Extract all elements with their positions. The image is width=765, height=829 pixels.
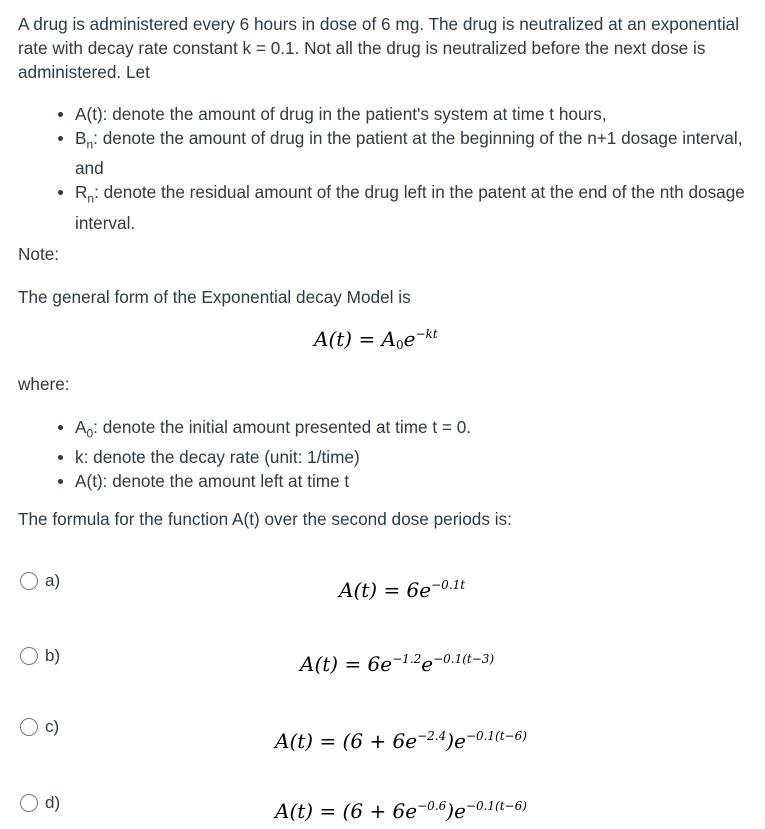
note-label: Note: bbox=[18, 244, 60, 264]
definition-b-n: $B_n$: denote the amount of drug in the patient at the beginning of the n+1 dosage interval, and bbox=[58, 126, 748, 180]
radio-option-d[interactable] bbox=[20, 794, 38, 812]
model-formula: $A(t) = A_0e^{-kt}$ bbox=[314, 327, 438, 352]
option-d[interactable]: d) bbox=[20, 791, 60, 815]
definition-a-t: A(t): denote the amount of drug in the patient's system at time t hours, bbox=[58, 102, 748, 126]
where-a0: $A_0$: denote the initial amount presented at time t = 0. bbox=[58, 415, 748, 445]
radio-option-c[interactable] bbox=[20, 718, 38, 736]
option-b-formula: $A(t) = 6e^{-1.2}e^{-0.1(t-3)}$ bbox=[300, 652, 495, 676]
question-intro: A drug is administered every 6 hours in dose of 6 mg. The drug is neutralized at an exponential rate with decay rate constant k = 0.1. Not all the drug is neutralized before the next dose is administered. Let bbox=[18, 14, 740, 82]
model-intro: The general form of the Exponential decay Model is bbox=[18, 287, 411, 307]
option-d-formula: $A(t) = (6 + 6e^{-0.6})e^{-0.1(t-6)}$ bbox=[275, 799, 527, 823]
where-label: where: bbox=[18, 374, 70, 394]
where-a-t: A(t): denote the amount left at time t bbox=[58, 469, 748, 493]
option-c-formula: $A(t) = (6 + 6e^{-2.4})e^{-0.1(t-6)}$ bbox=[275, 729, 527, 753]
definition-r-n: $R_n$: denote the residual amount of the drug left in the patent at the end of the nth dosage interval. bbox=[58, 180, 748, 234]
where-list bbox=[58, 415, 748, 493]
option-c[interactable]: c) bbox=[20, 715, 59, 739]
question-prompt: The formula for the function A(t) over the second dose periods is: bbox=[18, 509, 512, 529]
radio-option-a[interactable] bbox=[20, 572, 38, 590]
where-k: k: denote the decay rate (unit: 1/time) bbox=[58, 445, 748, 469]
option-b[interactable]: b) bbox=[20, 644, 60, 668]
option-a-formula: $A(t) = 6e^{-0.1t}$ bbox=[339, 578, 466, 602]
radio-option-b[interactable] bbox=[20, 647, 38, 665]
definitions-list bbox=[58, 102, 748, 235]
option-a[interactable]: a) bbox=[20, 569, 60, 593]
